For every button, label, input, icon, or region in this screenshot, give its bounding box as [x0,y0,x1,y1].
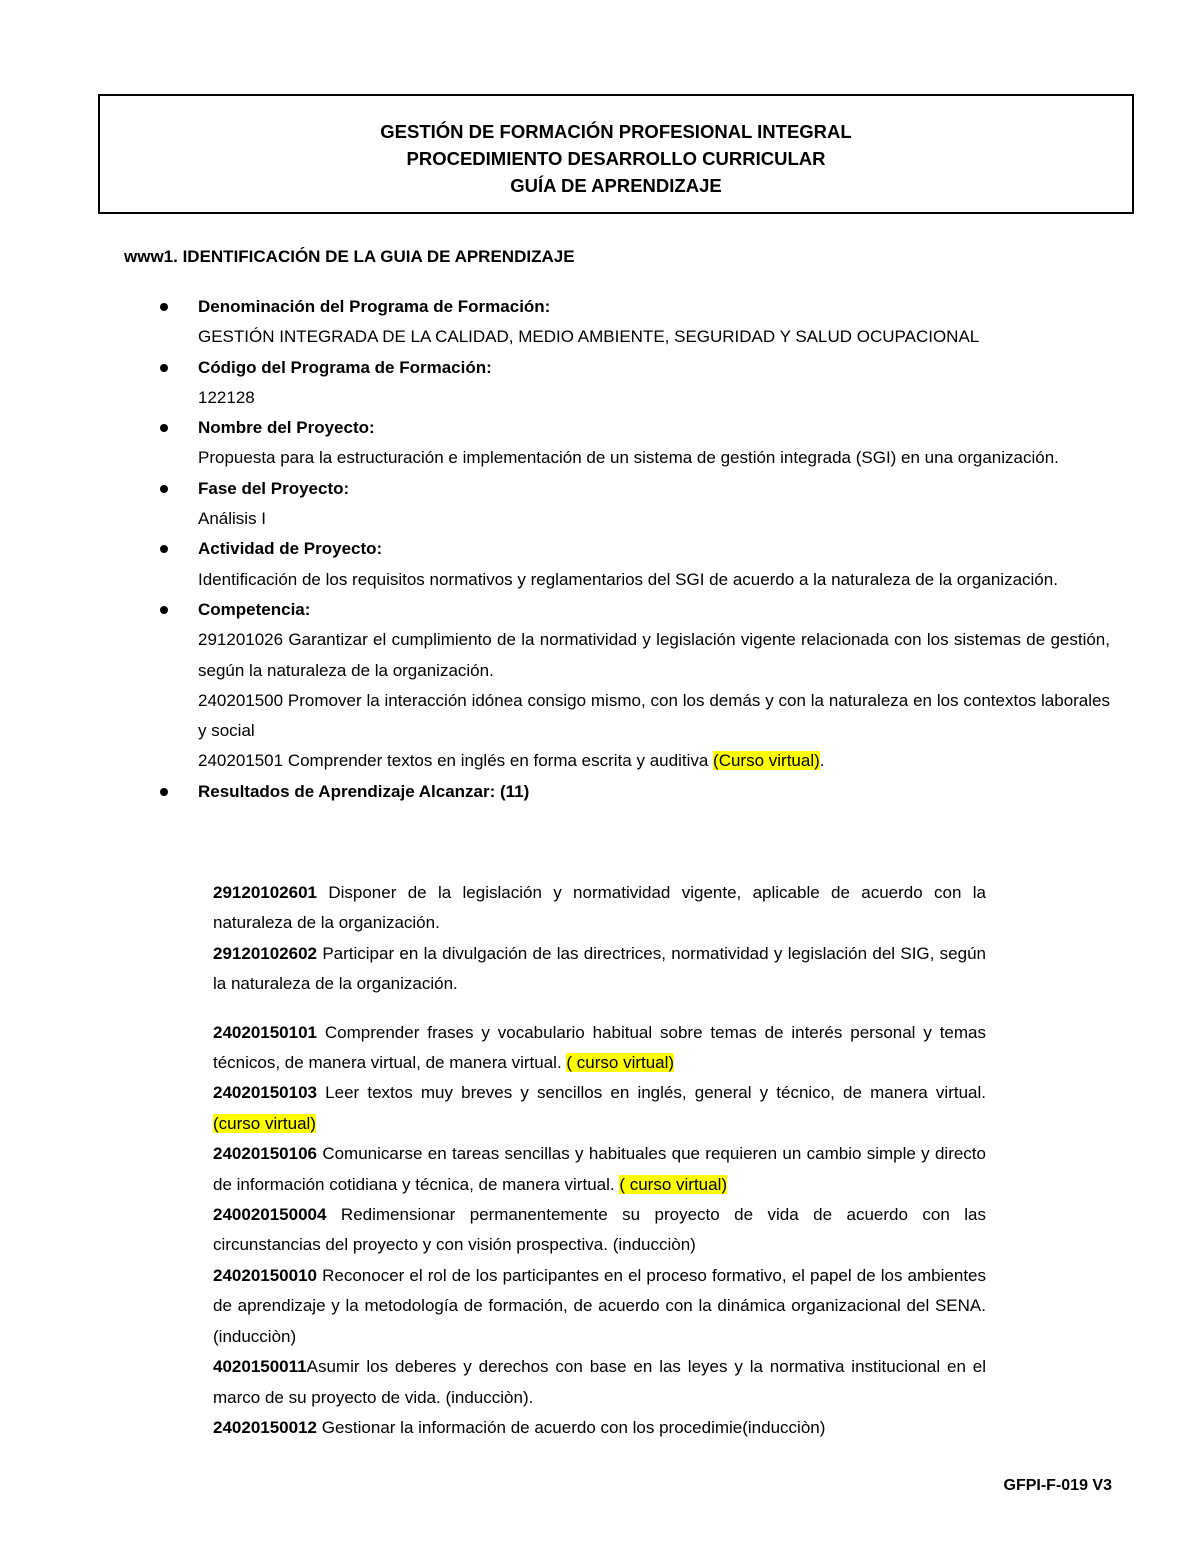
list-item-project-phase [160,474,1110,535]
spacer [213,1000,986,1018]
list-item-results [160,777,1110,807]
list-item-competence [160,595,1110,777]
bullet-icon [160,788,168,796]
result-text: Gestionar la información de acuerdo con los procedimie(inducciòn) [317,1417,826,1437]
list-item-program-code [160,353,1110,414]
learning-results [213,878,986,1443]
program-name-label: Denominación del Programa de Formación: [198,297,551,316]
competence-item-1: 291201026 Garantizar el cumplimiento de la normatividad y legislación vigente relacionada con los sistemas de gestión, según la naturaleza de la organización. [198,630,1110,680]
list-item-project-activity [160,534,1110,595]
virtual-course-highlight: (curso virtual) [213,1113,316,1133]
result-text: Disponer de la legislación y normatividad vigente, aplicable de acuerdo con la naturaleza de la organización. [213,883,986,933]
bullet-icon [160,485,168,493]
virtual-course-highlight: ( curso virtual) [619,1174,728,1194]
project-phase-label: Fase del Proyecto: [198,478,350,498]
result-text: Comunicarse en tareas sencillas y habituales que requieren un cambio simple y directo de información cotidiana y técnica, de manera virtual. [213,1144,986,1194]
result-code: 24020150010 [213,1265,318,1285]
result-text: Leer textos muy breves y sencillos en inglés, general y técnico, de manera virtual. [317,1083,986,1103]
project-activity-label: Actividad de Proyecto: [198,539,383,559]
virtual-course-highlight: (Curso virtual) [713,751,820,771]
result-item [213,1078,986,1139]
competence-item-3-tail: . [819,751,825,771]
result-item [213,1413,986,1443]
result-item [213,1018,986,1079]
section-title: www1. IDENTIFICACIÓN DE LA GUIA DE APRENDIZAJE [124,247,575,266]
result-code: 24020150103 [213,1083,318,1103]
result-item [213,1352,986,1413]
competence-item-2: 240201500 Promover la interacción idónea consigo mismo, con los demás y con la naturaleza en los contextos laborales y social [198,690,1110,741]
project-phase-value: Análisis I [198,509,267,529]
header-title-1: GESTIÓN DE FORMACIÓN PROFESIONAL INTEGRAL [380,121,852,142]
form-code-footer: GFPI-F-019 V3 [1003,1477,1112,1494]
result-item [213,1261,986,1352]
virtual-course-highlight: ( curso virtual) [566,1053,675,1073]
bullet-icon [160,364,168,372]
competence-label: Competencia: [198,599,311,619]
result-text: Comprender frases y vocabulario habitual sobre temas de interés personal y temas técnicos, de manera virtual, de manera virtual. [213,1022,986,1073]
header-title-2: PROCEDIMIENTO DESARROLLO CURRICULAR [406,148,826,169]
result-text: Participar en la divulgación de las directrices, normatividad y legislación del SIG, según la naturaleza de la organización. [213,943,986,994]
result-code: 240020150004 [213,1205,327,1225]
result-item [213,878,986,939]
project-name-value: Propuesta para la estructuración e implementación de un sistema de gestión integrada (SGI) en una organización. [198,448,1059,468]
result-item [213,939,986,1000]
identification-list [160,292,1110,807]
project-name-label: Nombre del Proyecto: [198,418,375,438]
bullet-icon [160,424,168,432]
list-item-program-name [160,292,1110,353]
program-code-value: 122128 [198,387,255,407]
result-text: Reconocer el rol de los participantes en el proceso formativo, el papel de los ambientes de aprendizaje y la metodología de formación, de acuerdo con la dinámica organizacional del SENA. (inducciòn) [213,1265,986,1346]
program-name-value: GESTIÓN INTEGRADA DE LA CALIDAD, MEDIO AMBIENTE, SEGURIDAD Y SALUD OCUPACIONAL [198,327,980,347]
header-title-3: GUÍA DE APRENDIZAJE [510,175,722,196]
result-item [213,1200,986,1261]
results-label: Resultados de Aprendizaje Alcanzar: (11) [198,781,530,801]
competence-item-3 [198,746,1110,776]
bullet-icon [160,606,168,614]
result-code: 24020150012 [213,1417,318,1437]
result-text: Redimensionar permanentemente su proyecto de vida de acuerdo con las circunstancias del proyecto y con visión prospectiva. (inducciòn) [213,1205,986,1255]
result-code: 29120102602 [213,943,318,963]
bullet-icon [160,303,168,311]
project-activity-value: Identificación de los requisitos normativos y reglamentarios del SGI de acuerdo a la naturaleza de la organización. [198,569,1058,589]
result-code: 24020150106 [213,1144,318,1164]
result-text: Asumir los deberes y derechos con base en las leyes y la normativa institucional en el marco de su proyecto de vida. (inducciòn). [213,1357,986,1407]
result-item [213,1139,986,1200]
list-item-project-name [160,413,1110,474]
result-code: 29120102601 [213,883,318,902]
result-code: 24020150101 [213,1022,318,1042]
document-header [98,94,1134,214]
competence-item-3-text: 240201501 Comprender textos en inglés en forma escrita y auditiva [198,751,714,771]
bullet-icon [160,545,168,553]
program-code-label: Código del Programa de Formación: [198,357,492,377]
result-code: 4020150011 [213,1357,307,1377]
